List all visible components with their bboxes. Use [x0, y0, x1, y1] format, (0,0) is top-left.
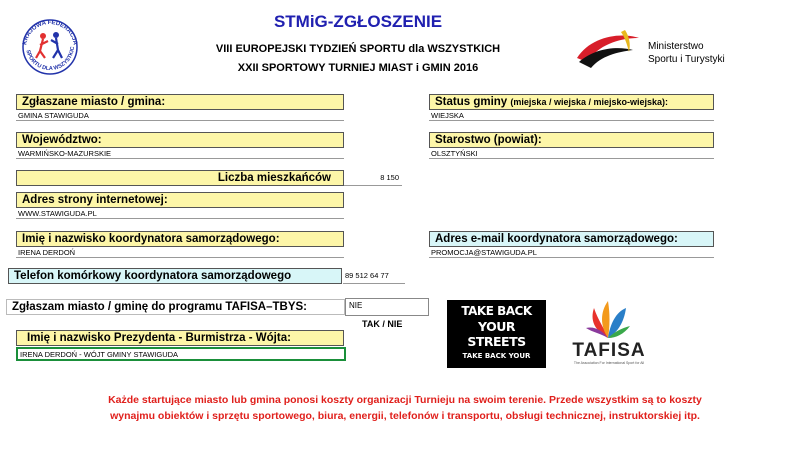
- coordinator-value[interactable]: IRENA DERDOŃ: [16, 247, 344, 258]
- email-value[interactable]: PROMOCJA@STAWIGUDA.PL: [429, 247, 714, 258]
- ministry-line2: Sportu i Turystyki: [648, 54, 725, 65]
- event-title-line2: XXII SPORTOWY TURNIEJ MIAST i GMIN 2016: [237, 62, 479, 74]
- tafisa-program-value[interactable]: NIE: [345, 298, 429, 316]
- population-value[interactable]: 8 150: [344, 170, 402, 186]
- county-value[interactable]: OLSZTYŃSKI: [429, 148, 714, 159]
- status-label: Status gminy: [435, 96, 508, 108]
- svg-text:KRAJOWA FEDERACJA: KRAJOWA FEDERACJA: [22, 19, 78, 46]
- ministry-line1: Ministerstwo: [648, 41, 704, 52]
- status-label-box: [429, 94, 714, 110]
- cost-note: [20, 392, 790, 424]
- tbys-line1: TAKE BACK: [461, 304, 532, 318]
- city-value[interactable]: GMINA STAWIGUDA: [16, 110, 344, 121]
- email-label: Adres e-mail koordynatora samorządowego:: [429, 231, 714, 247]
- form-title: STMiG-ZGŁOSZENIE: [273, 12, 443, 31]
- mayor-label: Imię i nazwisko Prezydenta - Burmistrza - Wójta:: [16, 330, 344, 346]
- tafisa-logo-sub: The Association For International Sport for All: [573, 361, 645, 365]
- status-value[interactable]: WIEJSKA: [429, 110, 714, 121]
- status-options: (miejska / wiejska / miejsko-wiejska):: [510, 97, 669, 107]
- phone-label: Telefon komórkowy koordynatora samorządowego: [8, 268, 342, 284]
- county-label: Starostwo (powiat):: [429, 132, 714, 148]
- tafisa-logo-mark: [584, 298, 632, 342]
- svg-text:SPORTU DLA WSZYSTKICH: SPORTU DLA WSZYSTKIC: [24, 46, 77, 73]
- tafisa-logo-name: TAFISA: [572, 340, 646, 361]
- cost-note-line1: Każde startujące miasto lub gmina ponosi koszty organizacji Turnieju na swoim terenie. Przede wszystkim są to koszty: [108, 394, 702, 406]
- tbys-logo: [447, 300, 546, 375]
- coordinator-label: Imię i nazwisko koordynatora samorządowego:: [16, 231, 344, 247]
- ministry-logo-text: [648, 40, 725, 66]
- website-label: Adres strony internetowej:: [16, 192, 344, 208]
- city-label: Zgłaszane miasto / gmina:: [16, 94, 344, 110]
- tafisa-program-hint: TAK / NIE: [362, 319, 403, 329]
- voivodeship-value[interactable]: WARMIŃSKO-MAZURSKIE: [16, 148, 344, 159]
- website-value[interactable]: WWW.STAWIGUDA.PL: [16, 208, 344, 219]
- event-title-line1: VIII EUROPEJSKI TYDZIEŃ SPORTU dla WSZYSTKICH: [215, 43, 501, 55]
- population-label: Liczba mieszkańców: [16, 170, 344, 186]
- cost-note-line2: wynajmu obiektów i sprzętu sportowego, biura, energii, telefonów i transportu, obsługi technicznej, instruktorskiej itp.: [110, 410, 700, 422]
- phone-value[interactable]: 89 512 64 77: [343, 268, 405, 284]
- ministry-logo-mark: [573, 28, 643, 72]
- voivodeship-label: Województwo:: [16, 132, 344, 148]
- tbys-line2: YOUR STREETS: [467, 319, 526, 349]
- tbys-line3: TAKE BACK YOUR FUTURE: [462, 352, 531, 375]
- kfs-logo: [18, 14, 82, 78]
- tafisa-program-label: Zgłaszam miasto / gminę do programu TAFISA–TBYS:: [6, 299, 345, 315]
- mayor-value[interactable]: IRENA DERDOŃ - WÓJT GMINY STAWIGUDA: [16, 347, 346, 361]
